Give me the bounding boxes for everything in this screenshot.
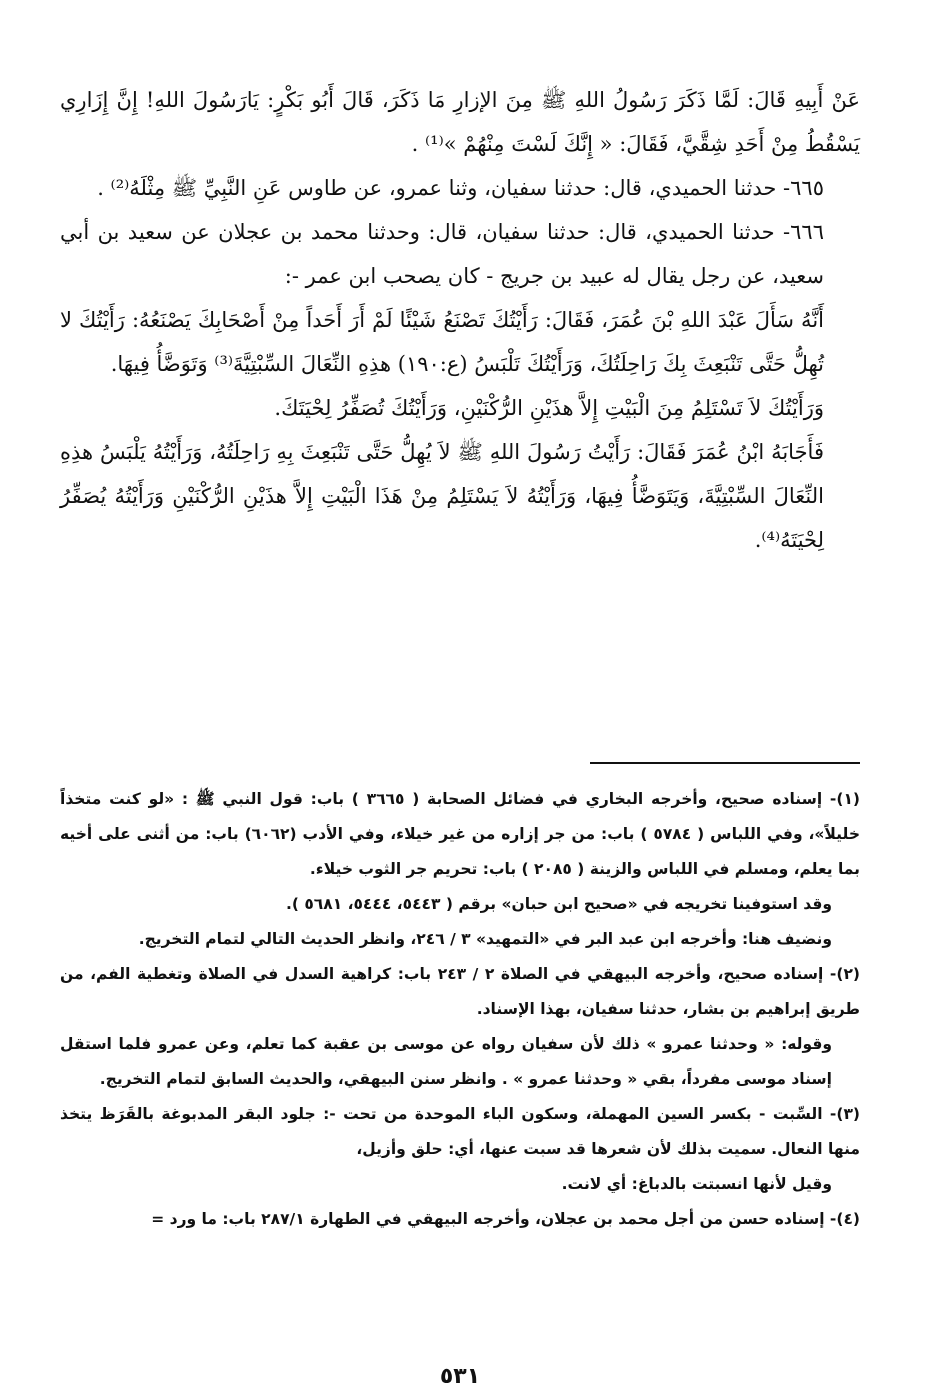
footnote-1: (١)- إسناده صحيح، وأخرجه البخاري في فضائل الصحابة ( ٣٦٦٥ ) باب: قول النبي ﷺ : «لو كنت متخذاً خليلاً»، وفي اللباس ( ٥٧٨٤ ) باب: من جر إزاره من غير خيلاء، وفي الأدب (٦٠٦٢) باب: من أثنى على أخيه بما يعلم، ومسلم في اللباس والزينة ( ٢٠٨٥ ) باب: تحريم جر الثوب خيلاء. (60, 790, 861, 878)
footnotes (60, 782, 860, 1237)
footnote-3: (٣)- السِّبت - بكسر السين المهملة، وسكون الباء الموحدة من تحت -: جلود البقر المدبوغة بالقَرَظ يتخذ منها النعال. سميت بذلك لأن شعرها قد سبت عنها، أي: حلق وأزيل، (60, 1105, 860, 1158)
book-page (60, 78, 861, 1389)
footnote-2: (٢)- إسناده صحيح، وأخرجه البيهقي في الصلاة ٢ / ٢٤٣ باب: كراهية السدل في الصلاة وتغطية الفم، من طريق إبراهيم بن بشار، حدثنا سفيان، بهذا الإسناد. (60, 965, 860, 1018)
footnote-1-cont-b: ونضيف هنا: وأخرجه ابن عبد البر في «التمهيد» ٣ / ٢٤٦، وانظر الحديث التالي لتمام التخريج. (138, 930, 832, 948)
hadith-666-question: أَنَّهُ سَأَلَ عَبْدَ اللهِ بْنَ عُمَرَ، فَقَالَ: رَأَيْتُكَ تَصْنَعُ شَيْئًا لَمْ أَرَ أَحَداً مِنْ أَصْحَابِكَ يَصْنَعُهُ: رَأَيْتُكَ لا تُهِلُّ حَتَّى تَنْبَعِثَ بِكَ رَاحِلَتُكَ، وَرَأَيْتُكَ تَلْبَسُ (ع:١٩٠) هذِهِ النِّعَالَ السِّبْتِيَّةَ⁽³⁾ وَتَوَضَّأُ فِيهَا. (60, 308, 824, 376)
main-text (60, 78, 860, 562)
footnote-1-cont-a: وقد استوفينا تخريجه في «صحيح ابن حبان» برقم ( ٥٤٤٣، ٥٤٤٤، ٥٦٨١ ). (285, 895, 832, 913)
hadith-666-question-cont: وَرَأَيْتُكَ لاَ تَسْتَلِمُ مِنَ الْبَيْتِ إِلاَّ هذَيْنِ الرُّكْنَيْنِ، وَرَأَيْتُكَ تُصَفِّرُ لِحْيَتَكَ. (274, 396, 824, 420)
hadith-666-answer: فَأَجَابَهُ ابْنُ عُمَرَ فَقَالَ: رَأَيْتُ رَسُولَ اللهِ ﷺ لاَ يُهِلُّ حَتَّى تَنْبَعِثَ بِهِ رَاحِلَتُهُ، وَرَأَيْتُهُ يَلْبَسُ هذِهِ النِّعَالَ السِّبْتِيَّةَ، وَيَتَوَضَّأُ فِيهَا، وَرَأَيْتُهُ لاَ يَسْتَلِمُ مِنْ هَذَا الْبَيْتِ إِلاَّ هذَيْنِ الرُّكْنَيْنِ وَرَأَيْتُهُ يُصَفِّرُ لِحْيَتَهُ⁽⁴⁾. (60, 440, 824, 552)
footnote-3-cont: وقيل لأنها انسبتت بالدباغ: أي لانت. (561, 1175, 832, 1193)
footnote-2-cont: وقوله: « وحدثنا عمرو » ذلك لأن سفيان رواه عن موسى بن عقبة كما تعلم، وعن عمرو فلما استقل إسناد موسى مفرداً، بقي « وحدثنا عمرو » . وانظر سنن البيهقي، والحديث السابق لتمام التخريج. (60, 1035, 832, 1088)
page-number: ٥٣١ (439, 1364, 481, 1389)
hadith-666-isnad: ٦٦٦- حدثنا الحميدي، قال: حدثنا سفيان، قال: وحدثنا محمد بن عجلان عن سعيد بن أبي سعيد، عن رجل يقال له عبيد بن جريج - كان يصحب ابن عمر -: (60, 220, 824, 288)
footnote-separator (590, 762, 860, 764)
hadith-continuation: عَنْ أَبِيهِ قَالَ: لَمَّا ذَكَرَ رَسُولُ اللهِ ﷺ مِنَ الإزارِ مَا ذَكَرَ، قَالَ أَبُو بَكْرٍ: يَارَسُولَ اللهِ! إِنَّ إِزَارِي يَسْقُطُ مِنْ أَحَدِ شِقَّيَّ، فَقَالَ: « إِنَّكَ لَسْتَ مِنْهُمْ »⁽¹⁾ . (60, 88, 860, 156)
hadith-665: ٦٦٥- حدثنا الحميدي، قال: حدثنا سفيان، وثنا عمرو، عن طاوس عَنِ النَّبِيِّ ﷺ مِثْلَهُ⁽²⁾ . (97, 176, 824, 200)
footnote-4: (٤)- إسناده حسن من أجل محمد بن عجلان، وأخرجه البيهقي في الطهارة ٢٨٧/١ باب: ما ورد = (151, 1210, 860, 1228)
